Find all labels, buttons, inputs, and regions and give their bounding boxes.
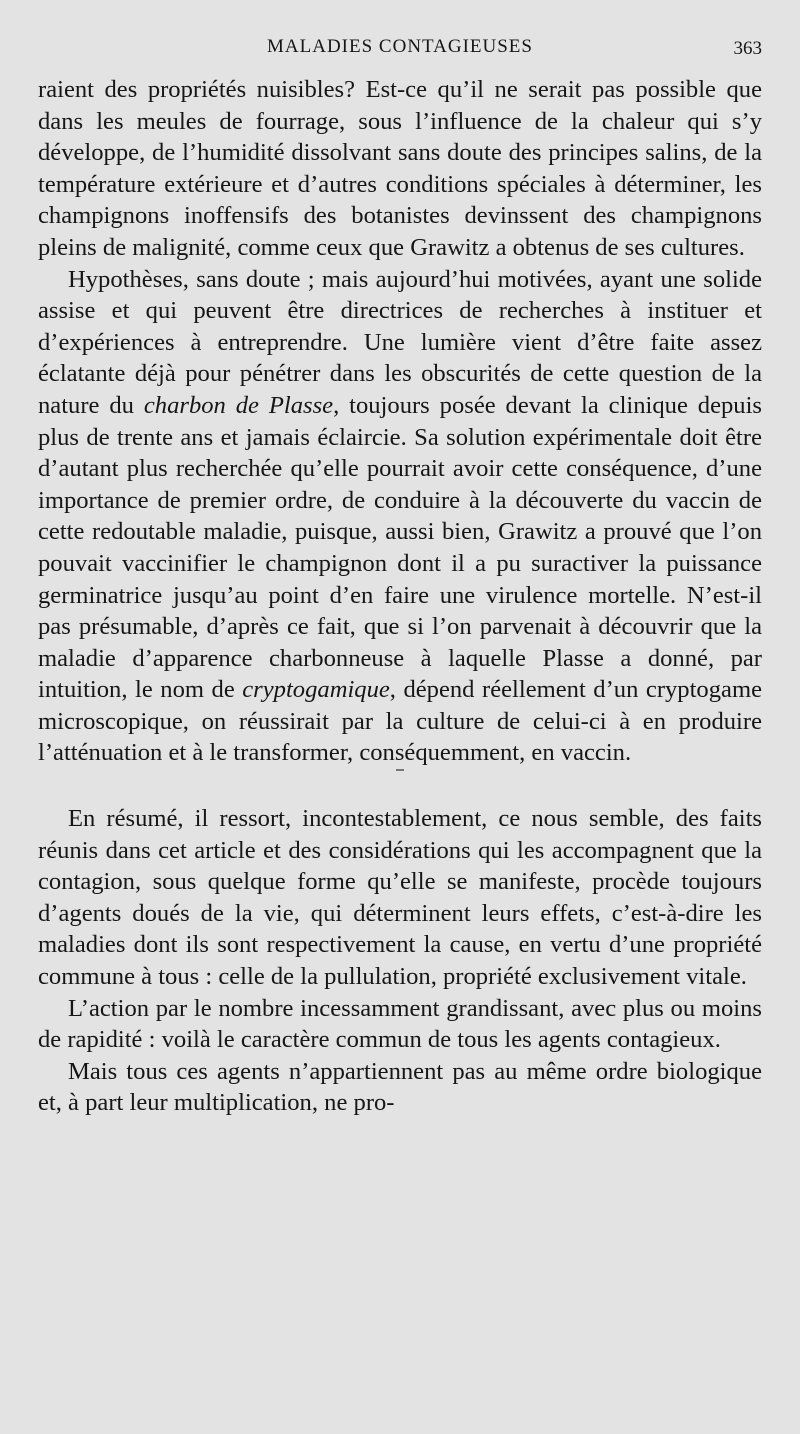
paragraph-text: Mais tous ces agents n’appartiennent pas au même ordre biologique et, à part leur multiplication, ne pro- — [38, 1057, 762, 1117]
running-title: MALADIES CONTAGIEUSES — [267, 36, 533, 57]
paragraph-text: , toujours posée devant la clinique depuis plus de trente ans et jamais éclaircie. Sa solution expérimentale doit être d’autant plus recherchée qu’elle pourrait avoir cette conséquence, d’une importance de premier ordre, de conduire à la découverte du vaccin de cette redoutable maladie, puisque, aussi bien, Grawitz a prouvé que l’on pouvait vaccinifier le champignon dont il a pu suractiver la puissance germinatrice jusqu’au point d’en faire une virulence mortelle. N’est-il pas présumable, d’après ce fait, que si l’on parvenait à découvrir que la maladie d’apparence charbonneuse à laquelle Plasse a donné, par intuition, le nom de — [38, 391, 763, 704]
page-number: 363 — [733, 38, 762, 59]
section-break — [38, 769, 762, 803]
running-head — [38, 28, 762, 74]
paragraph-hypotheses — [38, 264, 762, 770]
paragraph-text: Hypothèses, sans doute ; mais aujourd’hui motivées, ayant une solide assise et qui peuvent être directrices de recherches à instituer et d’expériences à entreprendre. Une lumière vient d’être faite assez éclatante déjà pour pénétrer dans les obscurités de cette question de la nature du — [38, 265, 762, 419]
section-break-mark — [396, 769, 404, 771]
italic-term: charbon de Plasse — [143, 391, 334, 419]
paragraph-text: raient des propriétés nuisibles? Est-ce qu’il ne serait pas possible que dans les meules de fourrage, sous l’influence de la chaleur qui s’y développe, de l’humidité dissolvant sans doute des principes salins, de la température extérieure et d’autres conditions spéciales à déterminer, les champignons inoffensifs des botanistes devinssent des champignons pleins de malignité, comme ceux que Grawitz a obtenus de ses cultures. — [38, 76, 762, 261]
paragraph-text: L’action par le nombre incessamment grandissant, avec plus ou moins de rapidité : voilà le caractère commun de tous les agents contagieux. — [38, 994, 762, 1054]
paragraph-summary — [38, 803, 762, 993]
paragraph-text: , dépend réellement d’un cryptogame microscopique, on réussirait par la culture de celui-ci à en produire l’atténuation et à le transformer, conséquemment, en vaccin. — [38, 676, 762, 767]
italic-term: cryptogamique — [242, 676, 390, 704]
paragraph-agents — [38, 1056, 762, 1119]
paragraph-text: En résumé, il ressort, incontestablement, ce nous semble, des faits réunis dans cet article et des considérations qui les accompagnent que la contagion, sous quelque forme qu’elle se manifeste, procède toujours d’agents doués de la vie, qui déterminent leurs effets, c’est-à-dire les maladies dont ils sont respectivement la cause, en vertu d’une propriété commune à tous : celle de la pullulation, propriété exclusivement vitale. — [38, 805, 762, 991]
body-text — [38, 74, 762, 1119]
paragraph-continuation — [38, 74, 762, 264]
paragraph-action — [38, 993, 762, 1056]
